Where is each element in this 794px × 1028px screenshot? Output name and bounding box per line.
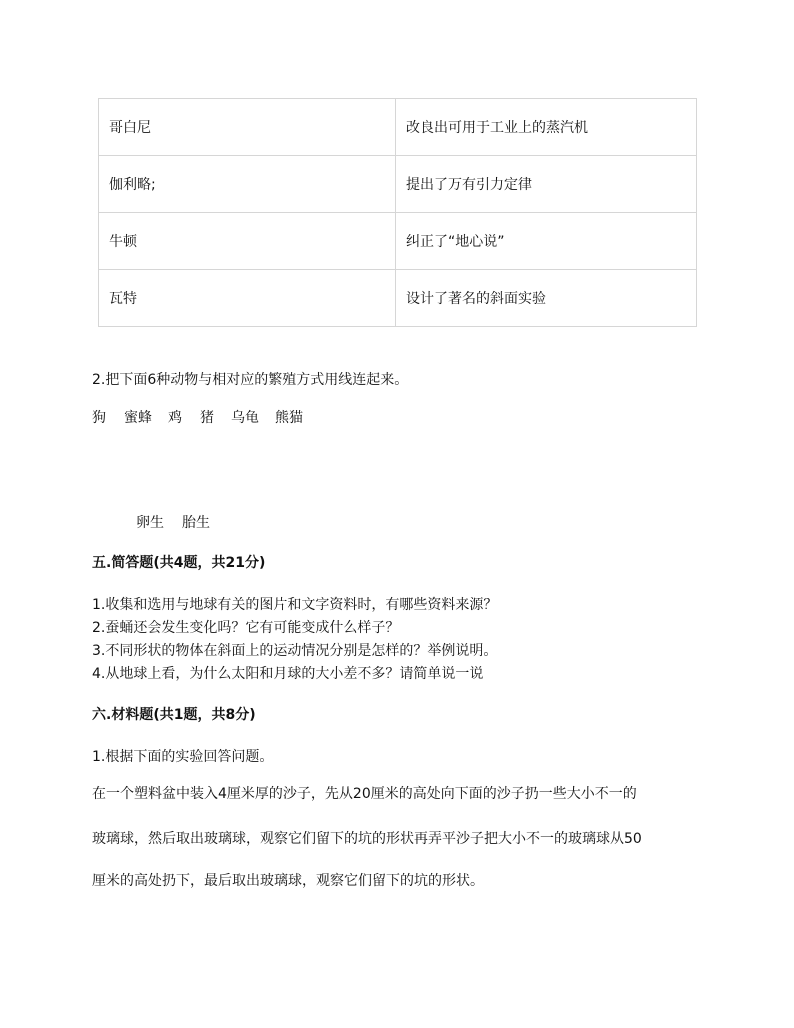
achievement-cell: 纠正了“地心说” <box>396 213 697 270</box>
material-line-3: 厘米的高处扔下，最后取出玻璃球，观察它们留下的坑的形状。 <box>92 873 484 889</box>
animal-turtle: 乌龟 <box>231 410 259 426</box>
section-5-question-2: 2.蚕蛹还会发生变化吗？它有可能变成什么样子？ <box>92 620 400 636</box>
animal-dog: 狗 <box>92 410 106 426</box>
table-row <box>99 99 697 156</box>
achievement-cell: 提出了万有引力定律 <box>396 156 697 213</box>
table-row <box>99 213 697 270</box>
matching-table <box>98 98 697 327</box>
achievement-cell: 设计了著名的斜面实验 <box>396 270 697 327</box>
animal-panda: 熊猫 <box>275 410 303 426</box>
table-row <box>99 156 697 213</box>
section-5-question-1: 1.收集和选用与地球有关的图片和文字资料时，有哪些资料来源？ <box>92 597 498 613</box>
section-6-question-1: 1.根据下面的实验回答问题。 <box>92 749 274 765</box>
section-5-heading: 五.简答题(共4题，共21分) <box>92 555 266 571</box>
material-line-2: 玻璃球，然后取出玻璃球，观察它们留下的坑的形状再弄平沙子把大小不一的玻璃球从50 <box>92 831 642 847</box>
animal-bee: 蜜蜂 <box>124 410 152 426</box>
scientist-cell: 伽利略; <box>99 156 396 213</box>
section-5-question-3: 3.不同形状的物体在斜面上的运动情况分别是怎样的？举例说明。 <box>92 643 498 659</box>
animal-pig: 猪 <box>200 410 214 426</box>
scientist-cell: 瓦特 <box>99 270 396 327</box>
scientist-cell: 牛顿 <box>99 213 396 270</box>
table-row <box>99 270 697 327</box>
section-5-question-4: 4.从地球上看，为什么太阳和月球的大小差不多？请简单说一说 <box>92 666 484 682</box>
section-6-heading: 六.材料题(共1题，共8分) <box>92 707 256 723</box>
animal-chicken: 鸡 <box>168 410 182 426</box>
question-2-prompt: 2.把下面6种动物与相对应的繁殖方式用线连起来。 <box>92 372 409 388</box>
method-viviparous: 胎生 <box>182 515 210 531</box>
scientist-cell: 哥白尼 <box>99 99 396 156</box>
material-line-1: 在一个塑料盆中装入4厘米厚的沙子，先从20厘米的高处向下面的沙子扔一些大小不一的 <box>92 786 637 802</box>
achievement-cell: 改良出可用于工业上的蒸汽机 <box>396 99 697 156</box>
method-oviparous: 卵生 <box>136 515 164 531</box>
